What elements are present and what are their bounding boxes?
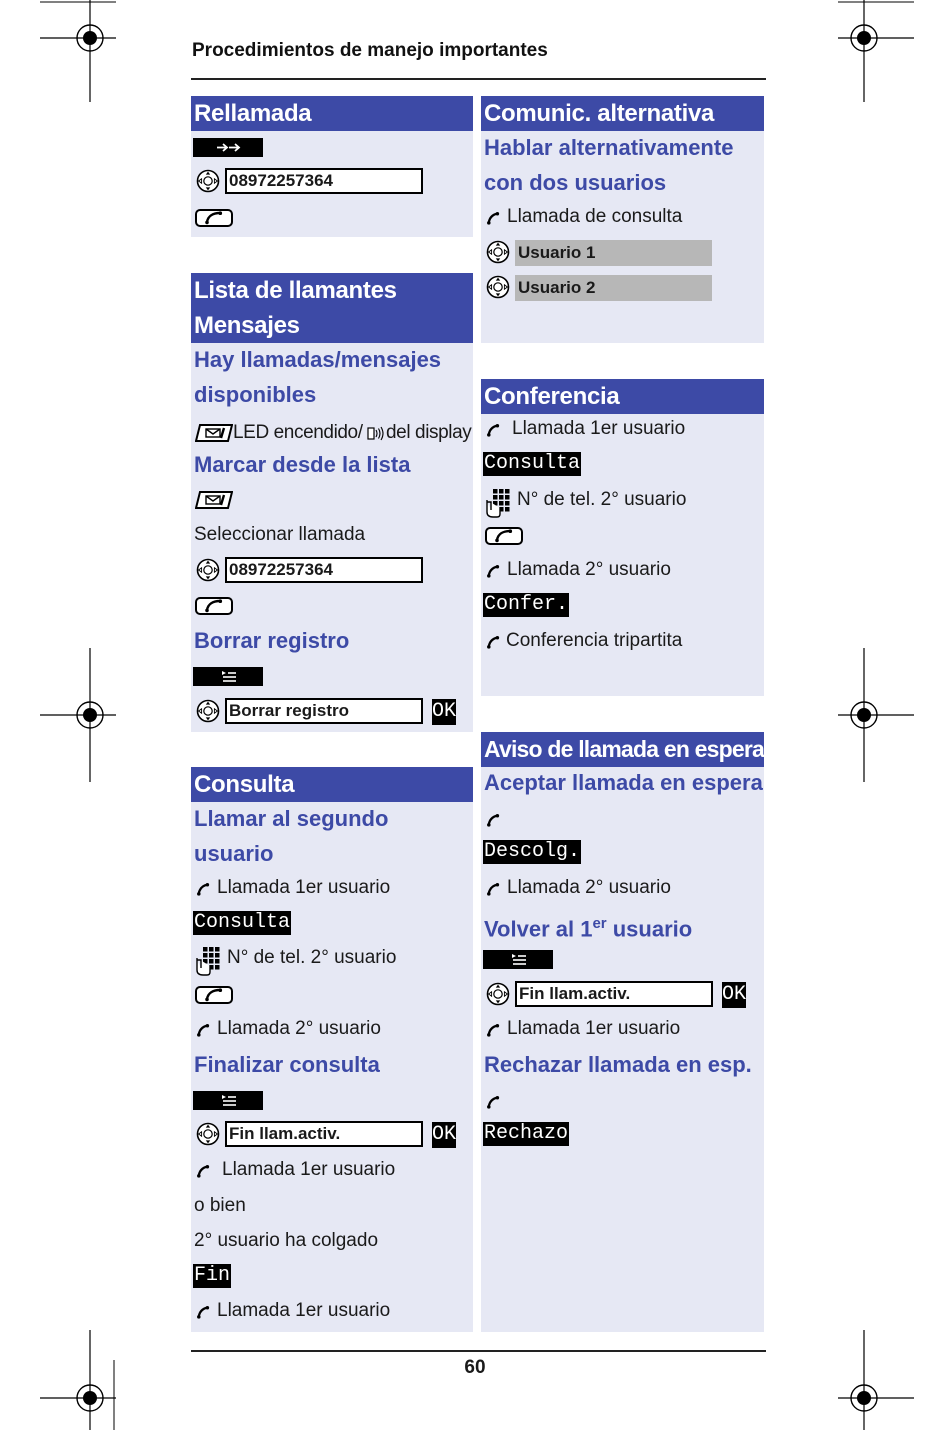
lista-subheading-dial-from-list: Marcar desde la lista xyxy=(194,452,411,477)
lista-subheading-available-line2: disponibles xyxy=(194,382,317,407)
lista-heading-line1: Lista de llamantes xyxy=(191,273,473,308)
navigation-key-icon-2[interactable] xyxy=(196,558,220,582)
aviso-subheading-return-first xyxy=(484,906,692,946)
keypad-icon[interactable] xyxy=(194,946,220,976)
page-header-title: Procedimientos de manejo importantes xyxy=(192,40,548,61)
off-hook-key-icon-4[interactable] xyxy=(485,527,523,545)
off-hook-key-icon[interactable] xyxy=(195,209,233,227)
return-first-superscript: er xyxy=(592,915,607,932)
step-call-first-user-3: Llamada 1er usuario xyxy=(217,1300,391,1321)
ok-softkey-2[interactable]: OK xyxy=(432,1123,457,1146)
navigation-key-icon-3[interactable] xyxy=(196,699,220,723)
step-consult-call: Llamada de consulta xyxy=(507,206,683,227)
step-call-first-user: Llamada 1er usuario xyxy=(217,877,391,898)
consulta-softkey[interactable]: Consulta xyxy=(194,911,291,934)
registration-mark-bottom-right xyxy=(838,1330,914,1430)
handset-icon xyxy=(196,882,210,896)
return-first-text-b: usuario xyxy=(606,916,693,942)
handset-icon-9 xyxy=(486,813,500,827)
consulta-subheading-call-second-line2: usuario xyxy=(194,841,274,866)
aviso-subheading-accept: Aceptar llamada en espera xyxy=(484,770,763,795)
or-text: o bien xyxy=(194,1195,246,1216)
user1-option: Usuario 1 xyxy=(515,240,712,266)
lista-heading-line2: Mensajes xyxy=(191,308,473,343)
end-active-call-field: Fin llam.activ. xyxy=(225,1121,423,1147)
list-number-field: 08972257364 xyxy=(225,557,423,583)
aviso-end-active-call-field: Fin llam.activ. xyxy=(515,981,713,1007)
navigation-key-icon-4[interactable] xyxy=(196,1122,220,1146)
fin-softkey[interactable]: Fin xyxy=(194,1264,231,1287)
handset-icon-2 xyxy=(196,1023,210,1037)
step-dial-second-user: N° de tel. 2° usuario xyxy=(227,947,397,968)
header-rule xyxy=(191,78,766,80)
off-hook-key-icon-2[interactable] xyxy=(195,597,233,615)
conf-step-call-second-user: Llamada 2° usuario xyxy=(507,559,671,580)
redial-key-icon[interactable] xyxy=(193,138,263,157)
lista-subheading-available-line1: Hay llamadas/mensajes xyxy=(194,347,442,372)
delete-entry-field: Borrar registro xyxy=(225,698,423,724)
rechazo-softkey[interactable]: Rechazo xyxy=(484,1122,569,1145)
consulta-subheading-call-second-line1: Llamar al segundo xyxy=(194,806,389,831)
select-call-text: Seleccionar llamada xyxy=(194,524,366,545)
consulta-heading: Consulta xyxy=(191,767,473,802)
handset-icon-10 xyxy=(486,882,500,896)
handset-icon-7 xyxy=(486,564,500,578)
page-number: 60 xyxy=(464,1357,486,1378)
step-call-first-user-2: Llamada 1er usuario xyxy=(222,1159,396,1180)
aviso-subheading-reject: Rechazar llamada en esp. xyxy=(484,1052,752,1077)
registration-mark-middle-right xyxy=(838,648,914,782)
ok-softkey-3[interactable]: OK xyxy=(722,983,747,1006)
lista-subheading-delete-entry: Borrar registro xyxy=(194,628,350,653)
registration-mark-top-left xyxy=(40,0,116,102)
aviso-heading: Aviso de llamada en espera xyxy=(481,732,764,767)
led-text-part1: LED encendido/ xyxy=(233,422,363,443)
step-call-second-user: Llamada 2° usuario xyxy=(217,1018,381,1039)
footer-rule xyxy=(191,1350,766,1352)
consulta-subheading-end-consult: Finalizar consulta xyxy=(194,1052,380,1077)
handset-icon-3 xyxy=(196,1164,210,1178)
navigation-key-icon-7[interactable] xyxy=(486,982,510,1006)
comunic-heading: Comunic. alternativa xyxy=(481,96,764,131)
conf-step-dial-second-user: N° de tel. 2° usuario xyxy=(517,489,687,510)
conf-confer-softkey[interactable]: Confer. xyxy=(484,593,569,616)
handset-icon-5 xyxy=(486,211,500,225)
menu-key-icon-2[interactable] xyxy=(193,1091,263,1110)
conferencia-heading: Conferencia xyxy=(481,379,764,414)
user2-option: Usuario 2 xyxy=(515,275,712,301)
comunic-subheading-line1: Hablar alternativamente xyxy=(484,135,734,160)
led-text-part2: del display xyxy=(386,422,472,443)
second-user-hung-up-text: 2° usuario ha colgado xyxy=(194,1230,379,1251)
ok-softkey[interactable]: OK xyxy=(432,700,457,723)
return-first-text-a: Volver al 1 xyxy=(484,916,593,942)
conf-step-three-way: Conferencia tripartita xyxy=(506,630,683,651)
registration-mark-middle-left xyxy=(40,648,116,782)
handset-icon-11 xyxy=(486,1023,500,1037)
navigation-key-icon[interactable] xyxy=(196,169,220,193)
registration-mark-bottom-left xyxy=(40,1330,116,1430)
conf-step-call-first-user: Llamada 1er usuario xyxy=(512,418,686,439)
off-hook-key-icon-3[interactable] xyxy=(195,986,233,1004)
aviso-step-call-second-user: Llamada 2° usuario xyxy=(507,877,671,898)
handset-icon-8 xyxy=(486,635,500,649)
aviso-step-call-first-user: Llamada 1er usuario xyxy=(507,1018,681,1039)
keypad-icon-2[interactable] xyxy=(484,488,510,518)
handset-icon-4 xyxy=(196,1305,210,1319)
registration-mark-top-right xyxy=(838,0,914,102)
menu-key-icon-3[interactable] xyxy=(483,950,553,969)
rellamada-heading: Rellamada xyxy=(191,96,473,131)
navigation-key-icon-5[interactable] xyxy=(486,240,510,264)
message-key-icon[interactable] xyxy=(195,424,233,442)
handset-icon-6 xyxy=(486,423,500,437)
comunic-subheading-line2: con dos usuarios xyxy=(484,170,667,195)
message-key-icon-2[interactable] xyxy=(195,491,233,509)
redial-number-field: 08972257364 xyxy=(225,168,423,194)
navigation-key-icon-6[interactable] xyxy=(486,275,510,299)
menu-key-icon[interactable] xyxy=(193,667,263,686)
handset-icon-12 xyxy=(486,1095,500,1109)
descolg-softkey[interactable]: Descolg. xyxy=(484,840,581,863)
conf-consulta-softkey[interactable]: Consulta xyxy=(484,452,581,475)
ringer-display-icon xyxy=(367,425,385,443)
